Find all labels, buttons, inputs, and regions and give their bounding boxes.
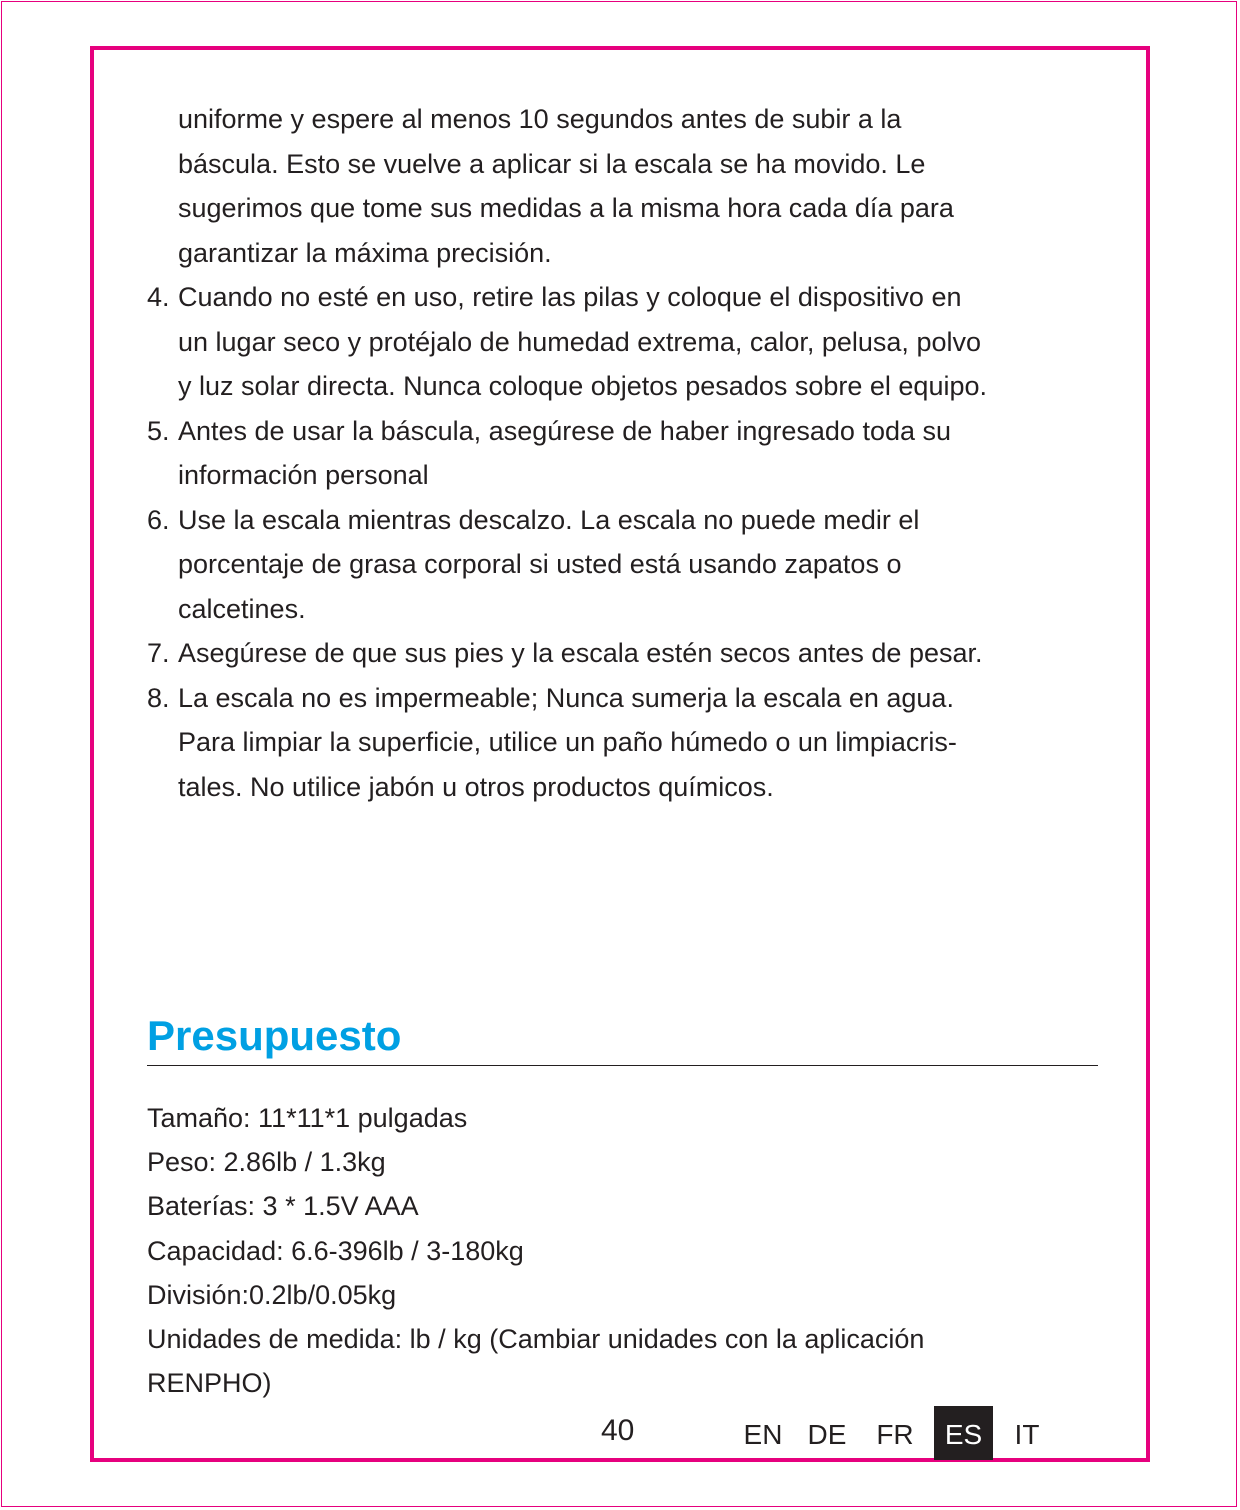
instruction-item-4 — [147, 275, 1117, 409]
spec-units-continued: RENPHO) — [147, 1368, 272, 1399]
instruction-line: porcentaje de grasa corporal si usted está usando zapatos o — [178, 549, 902, 579]
spec-capacity: Capacidad: 6.6-396lb / 3-180kg — [147, 1235, 524, 1266]
instruction-item-5 — [147, 409, 1117, 498]
item-number: 8. — [147, 682, 170, 713]
spec-size: Tamaño: 11*11*1 pulgadas — [147, 1103, 468, 1133]
instruction-line: y luz solar directa. Nunca coloque objetos pesados sobre el equipo. — [178, 371, 987, 401]
item-number: 4. — [147, 282, 170, 312]
lang-tab-it[interactable]: IT — [1014, 1419, 1040, 1450]
instruction-line: Asegúrese de que sus pies y la escala estén secos antes de pesar. — [178, 638, 983, 668]
spec-batteries: Baterías: 3 * 1.5V AAA — [147, 1191, 419, 1222]
page-number: 40 — [601, 1414, 635, 1447]
lang-tab-es[interactable]: ES — [934, 1406, 993, 1460]
lang-tab-de[interactable]: DE — [807, 1419, 847, 1450]
instruction-list — [147, 97, 1117, 809]
instruction-line: un lugar seco y protéjalo de humedad extrema, calor, pelusa, polvo — [178, 326, 981, 357]
item-number: 5. — [147, 415, 170, 446]
instruction-item-6 — [147, 498, 1117, 632]
item-number: 6. — [147, 504, 170, 535]
instruction-item-7 — [147, 631, 1117, 676]
specs-title: Presupuesto — [147, 1012, 402, 1059]
spec-division: División:0.2lb/0.05kg — [147, 1279, 397, 1310]
instruction-line: Antes de usar la báscula, asegúrese de haber ingresado toda su — [178, 415, 952, 446]
instruction-item-continued — [147, 97, 1117, 275]
spec-weight: Peso: 2.86lb / 1.3kg — [147, 1147, 386, 1178]
language-nav — [0, 1406, 1240, 1460]
instruction-line: garantizar la máxima precisión. — [178, 237, 552, 268]
instruction-line: sugerimos que tome sus medidas a la misma hora cada día para — [178, 193, 954, 223]
lang-tab-fr[interactable]: FR — [876, 1419, 914, 1450]
specs-list — [147, 1096, 924, 1405]
lang-tab-en[interactable]: EN — [743, 1419, 783, 1450]
section-divider — [147, 1065, 1098, 1066]
instruction-line: Cuando no esté en uso, retire las pilas y coloque el dispositivo en — [178, 282, 962, 312]
instruction-line: Use la escala mientras descalzo. La escala no puede medir el — [178, 504, 920, 535]
item-number: 7. — [147, 638, 170, 668]
spec-units: Unidades de medida: lb / kg (Cambiar unidades con la aplicación — [147, 1324, 925, 1355]
instruction-line: información personal — [178, 460, 429, 490]
instruction-line: tales. No utilice jabón u otros productos químicos. — [178, 771, 774, 802]
instruction-line: báscula. Esto se vuelve a aplicar si la escala se ha movido. Le — [178, 148, 926, 179]
instruction-line: Para limpiar la superficie, utilice un paño húmedo o un limpiacris- — [178, 727, 957, 757]
instruction-item-8 — [147, 676, 1117, 810]
instruction-line: La escala no es impermeable; Nunca sumerja la escala en agua. — [178, 682, 954, 713]
instruction-line: uniforme y espere al menos 10 segundos antes de subir a la — [178, 104, 902, 134]
instruction-line: calcetines. — [178, 593, 306, 624]
